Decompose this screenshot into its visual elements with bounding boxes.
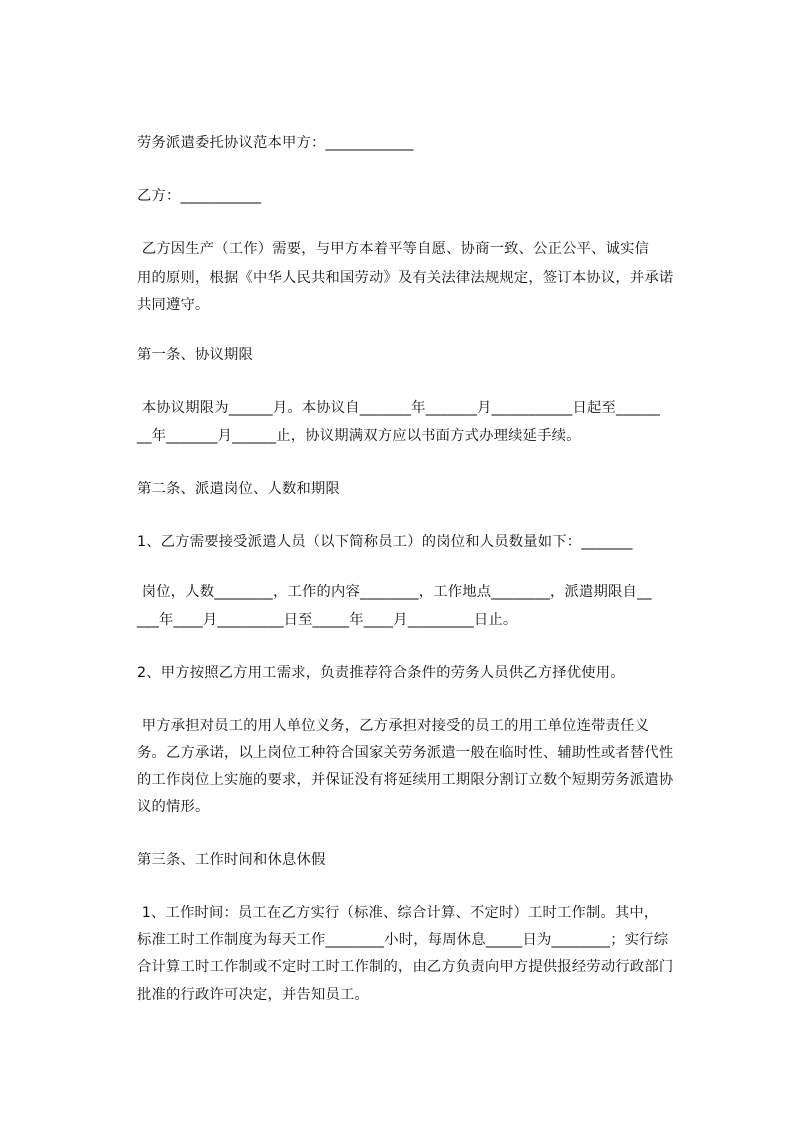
paragraph-line: __年_______月______止，协议期满双方应以书面方式办理续延手续。 [137,428,581,444]
paragraph-line: 岗位，人数________，工作的内容________，工作地点________，派遣期限自__ [137,584,652,600]
paragraph-line: 务。乙方承诺，以上岗位工种符合国家关劳务派遣一般在临时性、辅助性或者替代性 [137,745,674,761]
doc-title-line: 劳务派遣委托协议范本甲方：____________ [137,135,414,151]
paragraph-line: 2、甲方按照乙方用工需求，负责推荐符合条件的劳务人员供乙方择优使用。 [137,665,625,681]
paragraph-line: 用的原则，根据《中华人民共和国劳动》及有关法律法规规定，签订本协议，并承诺 [137,270,674,286]
paragraph-line: 标准工时工作制度为每天工作________小时，每周休息_____日为________；实行综 [137,932,669,948]
paragraph-line: 共同遵守。 [137,297,210,313]
paragraph-line: 合计算工时工作制或不定时工时工作制的，由乙方负责向甲方提供报经劳动行政部门 [137,959,674,975]
paragraph-line: 1、乙方需要接受派遣人员（以下简称员工）的岗位和人员数量如下：_______ [137,534,633,550]
paragraph-line: 1、工作时间：员工在乙方实行（标准、综合计算、不定时）工时工作制。其中， [137,905,659,921]
paragraph-line: 乙方因生产（工作）需要，与甲方本着平等自愿、协商一致、公正公平、诚实信 [137,241,650,257]
paragraph-line: 批准的行政许可决定，并告知员工。 [137,987,369,1003]
paragraph-line: 甲方承担对员工的用人单位义务，乙方承担对接受的员工的用工单位连带责任义 [137,718,650,734]
section-heading: 第三条、工作时间和休息休假 [137,852,326,868]
section-heading: 第二条、派遣岗位、人数和期限 [137,481,340,497]
paragraph-line: ___年____月_________日至_____年____月_________日止。 [137,612,518,628]
paragraph-line: 的工作岗位上实施的要求，并保证没有将延续用工期限分割订立数个短期劳务派遣协 [137,772,674,788]
paragraph-line: 本协议期限为______月。本协议自_______年_______月___________日起至______ [137,400,661,416]
paragraph-line: 议的情形。 [137,799,210,815]
section-heading: 第一条、协议期限 [137,347,253,363]
party-b-line: 乙方：___________ [137,188,262,204]
